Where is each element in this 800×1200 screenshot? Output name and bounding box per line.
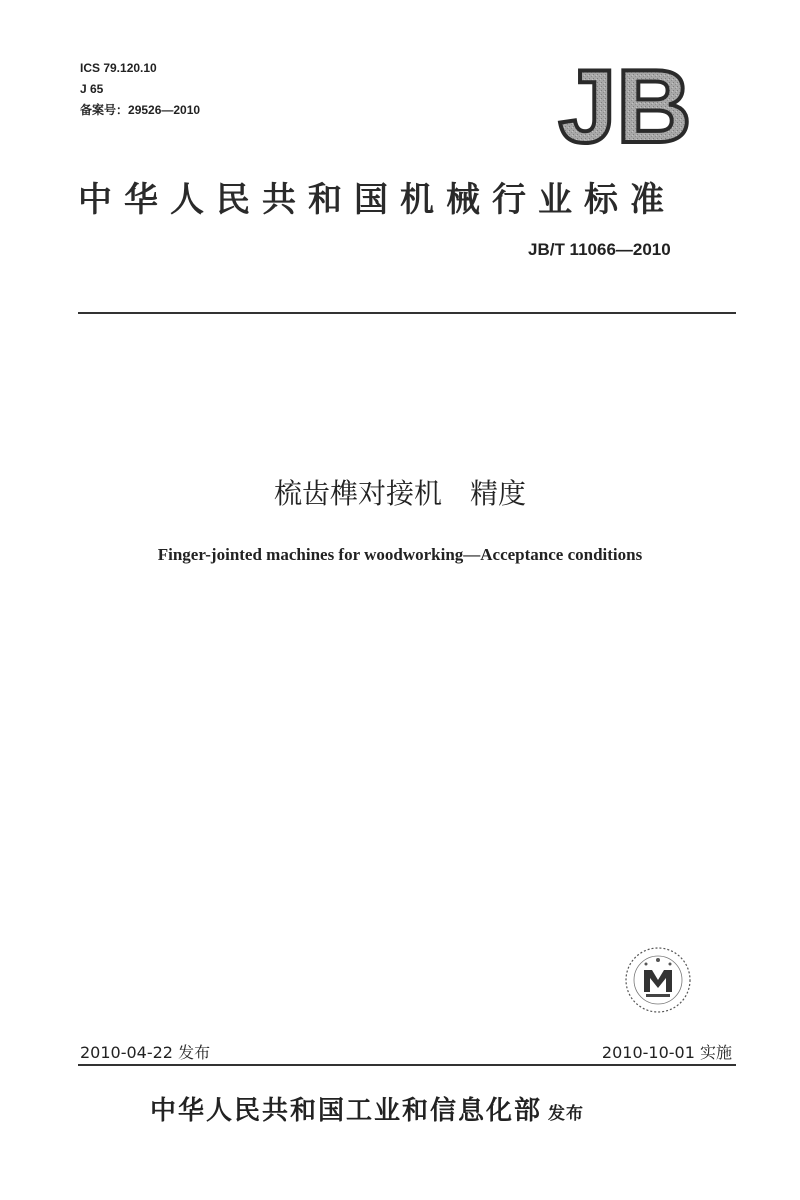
title-english: Finger-jointed machines for woodworking—Acceptance conditions: [157, 545, 643, 564]
issuer-name: 中华人民共和国工业和信息化部: [150, 1096, 543, 1126]
category-code: J 65: [80, 82, 104, 96]
record-number: 29526—2010: [128, 103, 201, 117]
jb-logo-text: JB: [558, 58, 692, 153]
issuing-authority: [150, 1090, 584, 1127]
document-metadata: [80, 58, 200, 121]
publisher-seal-icon: [622, 944, 694, 1016]
issue-date: 2010-04-22 发布: [80, 1043, 211, 1062]
industry-standard-title: 中华人民共和国机械行业标准: [78, 180, 676, 220]
jb-logo: [545, 58, 705, 153]
record-number-line: [80, 100, 200, 121]
record-label: 备案号：: [80, 103, 129, 117]
top-divider: [78, 312, 736, 314]
bottom-divider: [78, 1064, 736, 1066]
standard-number: JB/T 11066—2010: [528, 240, 671, 259]
title-chinese: 梳齿榫对接机 精度: [273, 477, 526, 510]
implementation-date: 2010-10-01 实施: [601, 1043, 732, 1062]
issuer-suffix: 发布: [548, 1104, 585, 1124]
ics-code: ICS 79.120.10: [80, 61, 157, 75]
